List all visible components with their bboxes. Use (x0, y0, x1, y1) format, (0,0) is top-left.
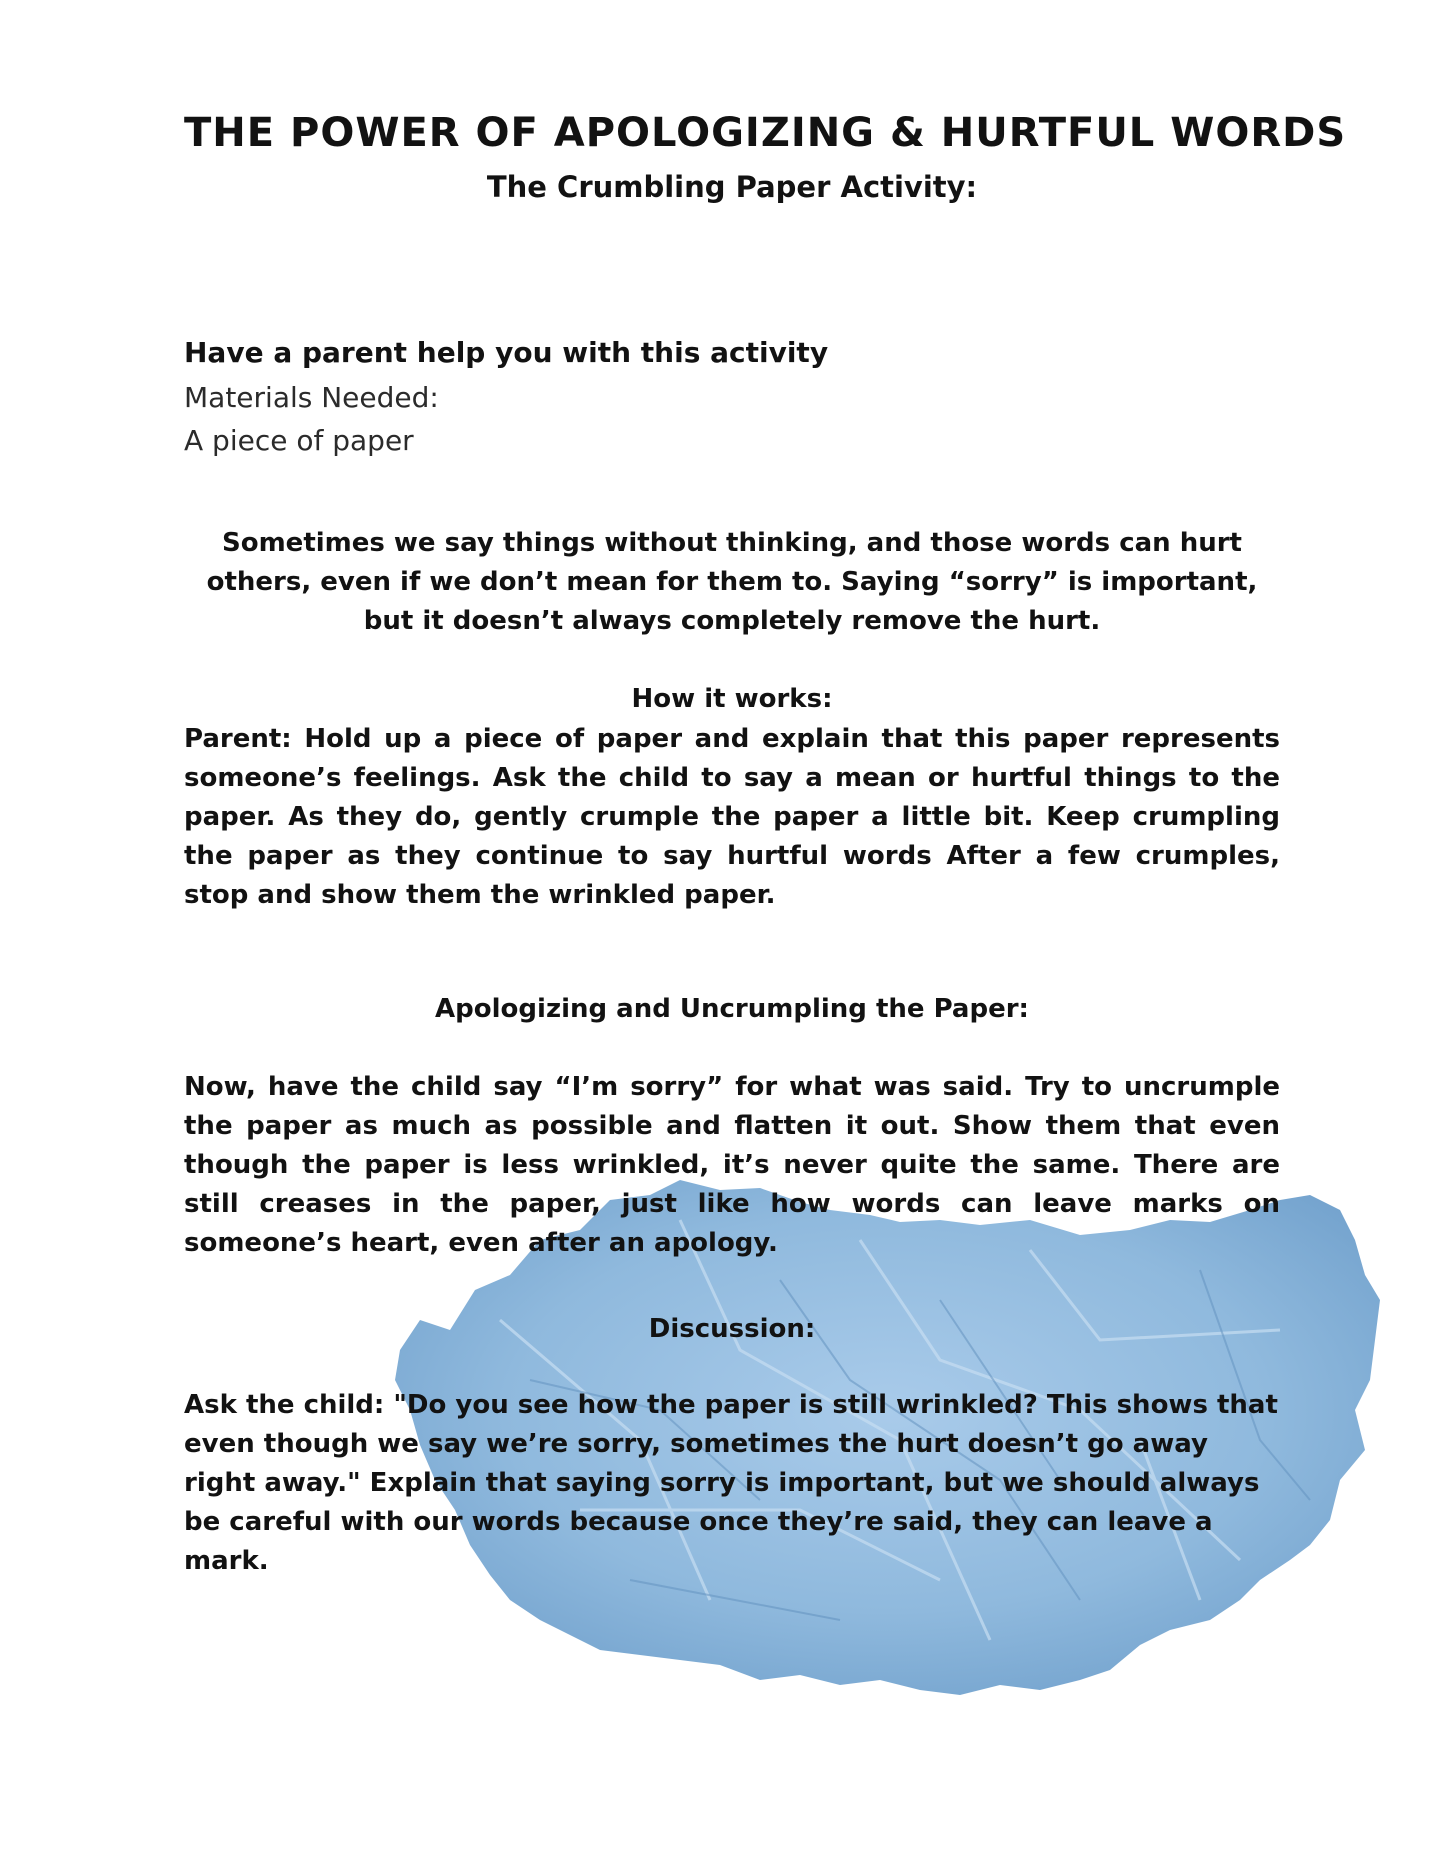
materials-label: Materials Needed: (184, 381, 439, 414)
parent-help-note: Have a parent help you with this activity (184, 336, 829, 369)
summary-paragraph: Sometimes we say things without thinking, and those words can hurt others, even if we don’t mean for them to. Saying “sorry” is important, but it doesn’t always completely remove the hurt. (206, 528, 1258, 636)
activity-subtitle: The Crumbling Paper Activity: (486, 170, 978, 204)
apologizing-heading: Apologizing and Uncrumpling the Paper: (435, 994, 1029, 1024)
discussion-heading: Discussion: (648, 1314, 816, 1344)
materials-section (184, 376, 439, 462)
discussion-paragraph: Ask the child: "Do you see how the paper is still wrinkled? This shows that even though we say we’re sorry, sometimes the hurt doesn’t go away right away." Explain that saying sorry is important, but we should always be careful with our words because once they’re said, they can leave a mark. (184, 1390, 1278, 1576)
apologizing-paragraph: Now, have the child say “I’m sorry” for what was said. Try to uncrumple the paper as much as possible and flatten it out. Show them that even though the paper is less wrinkled, it’s never quite the same. There are still creases in the paper, just like how words can leave marks on someone’s heart, even after an apology. (184, 1072, 1280, 1258)
how-it-works-paragraph: Parent: Hold up a piece of paper and explain that this paper represents someone’s feelings. Ask the child to say a mean or hurtful things to the paper. As they do, gently crumple the paper a little bit. Keep crumpling the paper as they continue to say hurtful words After a few crumples, stop and show them the wrinkled paper. (184, 724, 1280, 910)
materials-item: A piece of paper (184, 424, 414, 457)
page-title: THE POWER OF APOLOGIZING & HURTFUL WORDS (184, 110, 1347, 156)
how-it-works-heading: How it works: (631, 684, 833, 714)
